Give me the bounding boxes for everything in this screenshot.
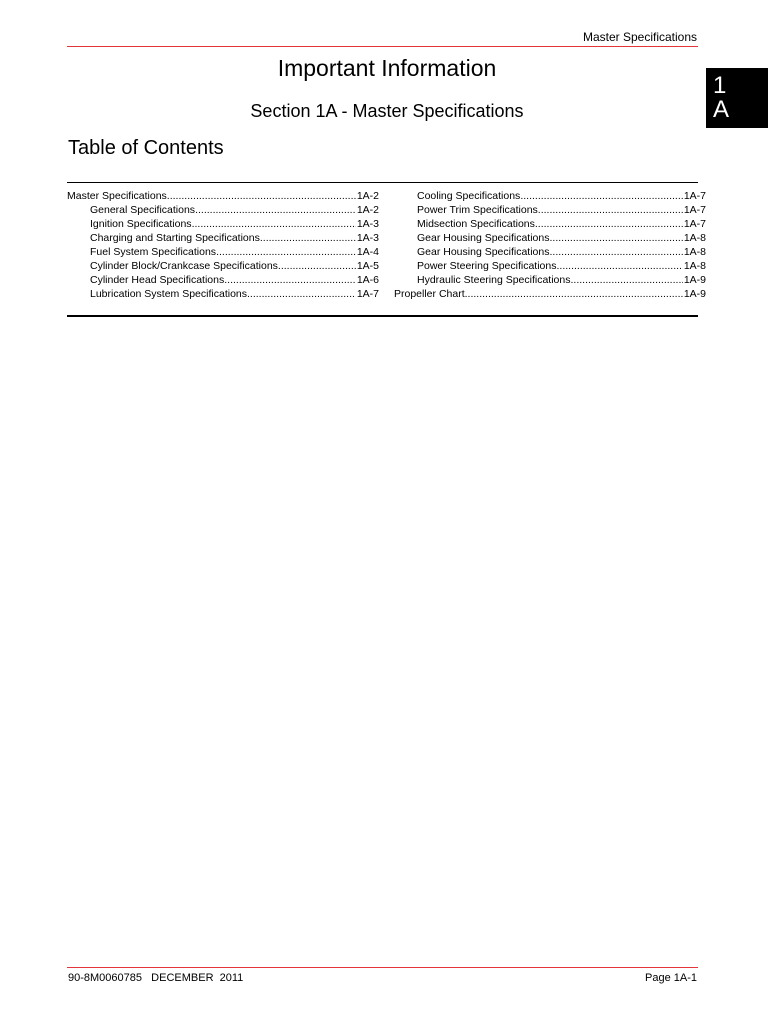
toc-entry[interactable] xyxy=(394,231,706,245)
toc-entry-label: General Specifications xyxy=(90,204,196,216)
toc-entry-page: 1A-3 xyxy=(356,218,379,230)
toc-entry-label: Charging and Starting Specifications xyxy=(90,232,260,244)
toc-entry-page: 1A-8 xyxy=(683,232,706,244)
toc-leader-dots xyxy=(550,245,683,259)
toc-entry-page: 1A-2 xyxy=(356,204,379,216)
section-tab-letter: A xyxy=(713,96,730,123)
toc-entry-label: Propeller Chart xyxy=(394,288,465,300)
toc-entry-label: Lubrication System Specifications xyxy=(90,288,247,300)
toc-entry-label: Midsection Specifications xyxy=(417,218,535,230)
toc-entry[interactable] xyxy=(67,259,379,273)
toc-entry-label: Fuel System Specifications xyxy=(90,246,217,258)
footer-rule xyxy=(67,967,698,968)
toc-entry[interactable] xyxy=(394,189,706,203)
toc-leader-dots xyxy=(192,217,356,231)
section-tab xyxy=(706,68,768,128)
toc-bottom-rule xyxy=(67,315,698,317)
toc-left-column xyxy=(67,189,379,301)
running-header-title: Master Specifications xyxy=(582,30,697,44)
toc-leader-dots xyxy=(260,231,356,245)
toc-entry-label: Master Specifications xyxy=(67,190,167,202)
page-title: Important Information xyxy=(277,55,497,81)
footer-document-id: 90-8M0060785 DECEMBER 2011 xyxy=(68,972,244,984)
toc-entry-page: 1A-7 xyxy=(683,190,706,202)
toc-entry-page: 1A-7 xyxy=(683,218,706,230)
toc-entry[interactable] xyxy=(67,217,379,231)
toc-entry[interactable] xyxy=(394,217,706,231)
toc-entry[interactable] xyxy=(67,189,379,203)
toc-entry-label: Ignition Specifications xyxy=(90,218,192,230)
toc-entry[interactable] xyxy=(394,273,706,287)
toc-entry-page: 1A-9 xyxy=(683,274,706,286)
toc-entry-page: 1A-5 xyxy=(356,260,379,272)
toc-top-rule xyxy=(67,182,698,183)
toc-leader-dots xyxy=(224,273,356,287)
toc-leader-dots xyxy=(538,203,683,217)
toc-leader-dots xyxy=(195,203,356,217)
toc-entry-label: Hydraulic Steering Specifications xyxy=(417,274,571,286)
toc-right-column xyxy=(394,189,706,301)
toc-entry[interactable] xyxy=(67,203,379,217)
toc-leader-dots xyxy=(550,231,683,245)
header-rule xyxy=(67,46,698,47)
toc-leader-dots xyxy=(535,217,683,231)
toc-leader-dots xyxy=(465,287,683,301)
toc-entry[interactable] xyxy=(394,203,706,217)
toc-entry[interactable] xyxy=(394,245,706,259)
toc-entry-page: 1A-4 xyxy=(356,246,379,258)
section-tab-number: 1 xyxy=(713,72,727,99)
toc-entry-label: Gear Housing Specifications xyxy=(417,232,550,244)
toc-entry-page: 1A-6 xyxy=(356,274,379,286)
toc-entry-page: 1A-3 xyxy=(356,232,379,244)
toc-leader-dots xyxy=(571,273,683,287)
toc-entry-page: 1A-9 xyxy=(683,288,706,300)
toc-entry[interactable] xyxy=(394,259,706,273)
toc-leader-dots xyxy=(520,189,683,203)
toc-entry-label: Power Steering Specifications xyxy=(417,260,557,272)
toc-entry-page: 1A-7 xyxy=(683,204,706,216)
section-title: Section 1A - Master Specifications xyxy=(250,101,524,121)
toc-entry-label: Cylinder Block/Crankcase Specifications xyxy=(90,260,278,272)
toc-entry[interactable] xyxy=(67,231,379,245)
toc-entry-label: Cylinder Head Specifications xyxy=(90,274,225,286)
toc-entry-page: 1A-8 xyxy=(683,260,706,272)
toc-entry[interactable] xyxy=(67,287,379,301)
toc-leader-dots xyxy=(247,287,356,301)
toc-entry-label: Cooling Specifications xyxy=(417,190,521,202)
toc-entry-page: 1A-7 xyxy=(356,288,379,300)
toc-entry-label: Gear Housing Specifications xyxy=(417,246,550,258)
footer-page-number: Page 1A-1 xyxy=(645,972,697,984)
toc-leader-dots xyxy=(557,259,683,273)
toc-entry-page: 1A-8 xyxy=(683,246,706,258)
toc-entry[interactable] xyxy=(67,273,379,287)
toc-leader-dots xyxy=(216,245,356,259)
toc-heading: Table of Contents xyxy=(68,137,224,159)
toc-entry[interactable] xyxy=(67,245,379,259)
toc-leader-dots xyxy=(167,189,356,203)
toc-leader-dots xyxy=(278,259,356,273)
toc-entry[interactable] xyxy=(394,287,706,301)
toc-entry-page: 1A-2 xyxy=(356,190,379,202)
toc-entry-label: Power Trim Specifications xyxy=(417,204,538,216)
